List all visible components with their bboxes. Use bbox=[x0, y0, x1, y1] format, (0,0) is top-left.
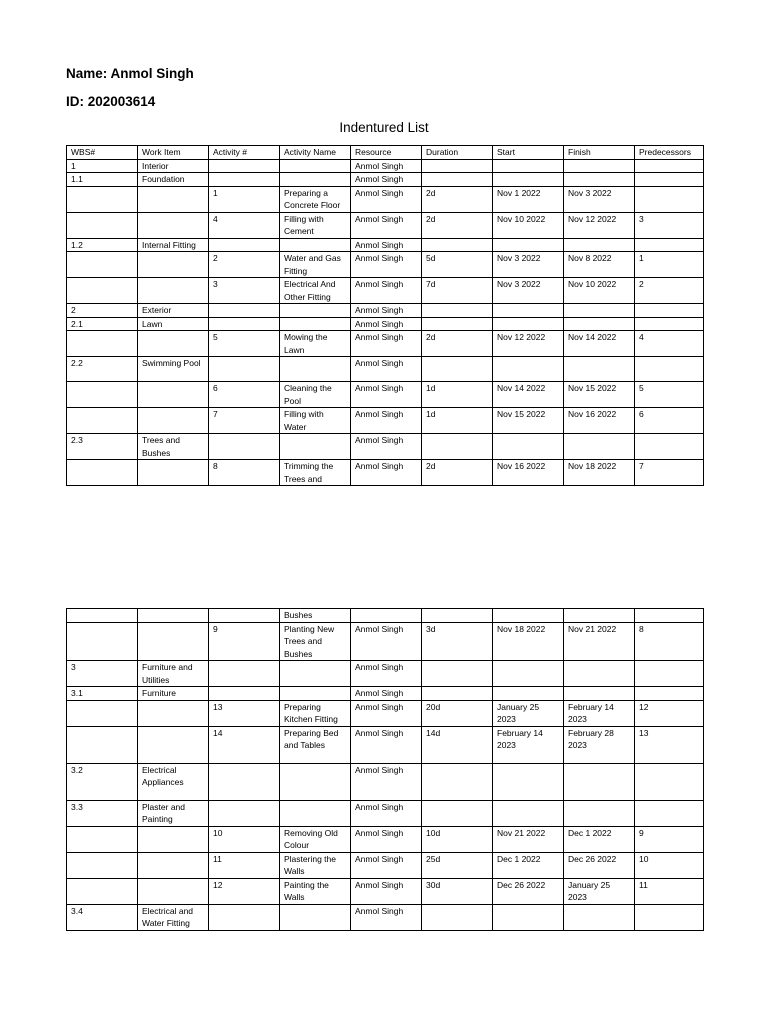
work-item-cell: Electrical Appliances bbox=[138, 763, 209, 800]
activity-number-cell: 6 bbox=[209, 382, 280, 408]
table-row bbox=[67, 304, 704, 318]
start-cell bbox=[493, 173, 564, 187]
finish-cell bbox=[564, 687, 635, 701]
wbs-cell bbox=[67, 252, 138, 278]
duration-cell: 2d bbox=[422, 212, 493, 238]
resource-cell: Anmol Singh bbox=[351, 434, 422, 460]
resource-cell: Anmol Singh bbox=[351, 173, 422, 187]
resource-cell: Anmol Singh bbox=[351, 700, 422, 726]
student-id: ID: 202003614 bbox=[66, 94, 156, 109]
activity-number-cell: 14 bbox=[209, 726, 280, 763]
duration-cell bbox=[422, 763, 493, 800]
predecessors-cell bbox=[635, 304, 704, 318]
duration-cell bbox=[422, 317, 493, 331]
duration-cell bbox=[422, 434, 493, 460]
finish-cell bbox=[564, 763, 635, 800]
work-item-cell: Trees and Bushes bbox=[138, 434, 209, 460]
wbs-cell bbox=[67, 278, 138, 304]
finish-cell: Nov 18 2022 bbox=[564, 460, 635, 486]
start-cell: Nov 16 2022 bbox=[493, 460, 564, 486]
finish-cell: January 25 2023 bbox=[564, 878, 635, 904]
activity-number-cell: 9 bbox=[209, 622, 280, 661]
table-row bbox=[67, 238, 704, 252]
activity-name-cell: Bushes bbox=[280, 609, 351, 623]
activity-name-cell bbox=[280, 238, 351, 252]
finish-cell: Dec 26 2022 bbox=[564, 852, 635, 878]
activity-name-cell: Trimming the Trees and bbox=[280, 460, 351, 486]
duration-cell bbox=[422, 609, 493, 623]
work-item-cell bbox=[138, 186, 209, 212]
finish-cell: Dec 1 2022 bbox=[564, 826, 635, 852]
activity-name-cell: Filling with Cement bbox=[280, 212, 351, 238]
finish-cell: Nov 8 2022 bbox=[564, 252, 635, 278]
predecessors-cell bbox=[635, 159, 704, 173]
finish-cell bbox=[564, 661, 635, 687]
activity-number-cell: 3 bbox=[209, 278, 280, 304]
wbs-cell: 1 bbox=[67, 159, 138, 173]
work-item-cell bbox=[138, 726, 209, 763]
work-item-cell: Swimming Pool bbox=[138, 357, 209, 382]
work-item-cell bbox=[138, 700, 209, 726]
wbs-cell: 2.1 bbox=[67, 317, 138, 331]
wbs-cell: 2.3 bbox=[67, 434, 138, 460]
predecessors-cell: 3 bbox=[635, 212, 704, 238]
work-item-cell: Furniture bbox=[138, 687, 209, 701]
wbs-cell bbox=[67, 622, 138, 661]
duration-cell: 14d bbox=[422, 726, 493, 763]
resource-cell: Anmol Singh bbox=[351, 317, 422, 331]
work-item-cell: Plaster and Painting bbox=[138, 800, 209, 826]
predecessors-cell bbox=[635, 661, 704, 687]
predecessors-cell bbox=[635, 238, 704, 252]
wbs-cell bbox=[67, 609, 138, 623]
column-header-duration: Duration bbox=[422, 146, 493, 160]
activity-number-cell bbox=[209, 763, 280, 800]
start-cell: Nov 21 2022 bbox=[493, 826, 564, 852]
activity-name-cell bbox=[280, 317, 351, 331]
start-cell bbox=[493, 434, 564, 460]
work-item-cell bbox=[138, 878, 209, 904]
table-row bbox=[67, 331, 704, 357]
table-row bbox=[67, 661, 704, 687]
work-item-cell bbox=[138, 331, 209, 357]
table-row bbox=[67, 878, 704, 904]
resource-cell: Anmol Singh bbox=[351, 382, 422, 408]
predecessors-cell bbox=[635, 186, 704, 212]
activity-name-cell bbox=[280, 357, 351, 382]
column-header-activity-number: Activity # bbox=[209, 146, 280, 160]
work-item-cell bbox=[138, 609, 209, 623]
work-item-cell: Interior bbox=[138, 159, 209, 173]
activity-number-cell bbox=[209, 434, 280, 460]
predecessors-cell bbox=[635, 800, 704, 826]
activity-name-cell: Water and Gas Fitting bbox=[280, 252, 351, 278]
activity-name-cell: Preparing Bed and Tables bbox=[280, 726, 351, 763]
wbs-cell bbox=[67, 726, 138, 763]
resource-cell: Anmol Singh bbox=[351, 186, 422, 212]
work-item-cell bbox=[138, 826, 209, 852]
table-row bbox=[67, 357, 704, 382]
resource-cell: Anmol Singh bbox=[351, 661, 422, 687]
work-item-cell: Lawn bbox=[138, 317, 209, 331]
start-cell: Nov 14 2022 bbox=[493, 382, 564, 408]
wbs-cell: 2.2 bbox=[67, 357, 138, 382]
finish-cell bbox=[564, 357, 635, 382]
finish-cell: February 28 2023 bbox=[564, 726, 635, 763]
work-item-cell: Foundation bbox=[138, 173, 209, 187]
table-row bbox=[67, 408, 704, 434]
resource-cell: Anmol Singh bbox=[351, 826, 422, 852]
wbs-cell: 3 bbox=[67, 661, 138, 687]
activity-name-cell: Plastering the Walls bbox=[280, 852, 351, 878]
finish-cell bbox=[564, 173, 635, 187]
resource-cell bbox=[351, 609, 422, 623]
wbs-cell bbox=[67, 331, 138, 357]
table-row bbox=[67, 852, 704, 878]
activity-name-cell bbox=[280, 661, 351, 687]
duration-cell bbox=[422, 304, 493, 318]
activity-number-cell: 13 bbox=[209, 700, 280, 726]
activity-number-cell: 5 bbox=[209, 331, 280, 357]
resource-cell: Anmol Singh bbox=[351, 159, 422, 173]
work-item-cell bbox=[138, 622, 209, 661]
resource-cell: Anmol Singh bbox=[351, 763, 422, 800]
duration-cell bbox=[422, 159, 493, 173]
start-cell: Nov 3 2022 bbox=[493, 252, 564, 278]
table-row bbox=[67, 460, 704, 486]
duration-cell: 7d bbox=[422, 278, 493, 304]
activity-number-cell: 7 bbox=[209, 408, 280, 434]
start-cell: Dec 26 2022 bbox=[493, 878, 564, 904]
resource-cell: Anmol Singh bbox=[351, 331, 422, 357]
table-row bbox=[67, 763, 704, 800]
wbs-cell bbox=[67, 826, 138, 852]
student-name: Name: Anmol Singh bbox=[66, 66, 194, 81]
start-cell bbox=[493, 317, 564, 331]
duration-cell: 20d bbox=[422, 700, 493, 726]
activity-number-cell: 11 bbox=[209, 852, 280, 878]
predecessors-cell: 1 bbox=[635, 252, 704, 278]
activity-name-cell: Electrical And Other Fitting bbox=[280, 278, 351, 304]
finish-cell: Nov 12 2022 bbox=[564, 212, 635, 238]
finish-cell bbox=[564, 317, 635, 331]
duration-cell bbox=[422, 800, 493, 826]
activity-number-cell bbox=[209, 304, 280, 318]
predecessors-cell: 13 bbox=[635, 726, 704, 763]
table-row bbox=[67, 826, 704, 852]
table-row bbox=[67, 382, 704, 408]
start-cell bbox=[493, 238, 564, 252]
start-cell bbox=[493, 763, 564, 800]
work-item-cell bbox=[138, 460, 209, 486]
work-item-cell: Exterior bbox=[138, 304, 209, 318]
start-cell: February 14 2023 bbox=[493, 726, 564, 763]
finish-cell: Nov 16 2022 bbox=[564, 408, 635, 434]
column-header-start: Start bbox=[493, 146, 564, 160]
duration-cell: 2d bbox=[422, 460, 493, 486]
table-row bbox=[67, 622, 704, 661]
duration-cell: 30d bbox=[422, 878, 493, 904]
wbs-cell: 3.1 bbox=[67, 687, 138, 701]
resource-cell: Anmol Singh bbox=[351, 252, 422, 278]
activity-name-cell bbox=[280, 304, 351, 318]
resource-cell: Anmol Singh bbox=[351, 304, 422, 318]
activity-name-cell bbox=[280, 904, 351, 930]
activity-number-cell: 2 bbox=[209, 252, 280, 278]
table-row bbox=[67, 434, 704, 460]
duration-cell: 5d bbox=[422, 252, 493, 278]
resource-cell: Anmol Singh bbox=[351, 800, 422, 826]
table-row bbox=[67, 317, 704, 331]
resource-cell: Anmol Singh bbox=[351, 460, 422, 486]
activity-number-cell bbox=[209, 609, 280, 623]
predecessors-cell bbox=[635, 609, 704, 623]
wbs-cell bbox=[67, 382, 138, 408]
wbs-table-page1 bbox=[66, 145, 704, 486]
wbs-cell bbox=[67, 700, 138, 726]
start-cell bbox=[493, 661, 564, 687]
wbs-table-page2 bbox=[66, 608, 704, 931]
duration-cell: 25d bbox=[422, 852, 493, 878]
activity-number-cell: 4 bbox=[209, 212, 280, 238]
table-row bbox=[67, 609, 704, 623]
finish-cell: Nov 14 2022 bbox=[564, 331, 635, 357]
activity-name-cell bbox=[280, 434, 351, 460]
predecessors-cell: 8 bbox=[635, 622, 704, 661]
start-cell bbox=[493, 904, 564, 930]
work-item-cell: Internal Fitting bbox=[138, 238, 209, 252]
table-row bbox=[67, 212, 704, 238]
finish-cell bbox=[564, 434, 635, 460]
resource-cell: Anmol Singh bbox=[351, 878, 422, 904]
start-cell: Nov 18 2022 bbox=[493, 622, 564, 661]
duration-cell: 1d bbox=[422, 408, 493, 434]
predecessors-cell bbox=[635, 763, 704, 800]
predecessors-cell bbox=[635, 687, 704, 701]
table-header-row bbox=[67, 146, 704, 160]
start-cell: Dec 1 2022 bbox=[493, 852, 564, 878]
activity-number-cell: 8 bbox=[209, 460, 280, 486]
table-row bbox=[67, 687, 704, 701]
predecessors-cell: 4 bbox=[635, 331, 704, 357]
predecessors-cell bbox=[635, 317, 704, 331]
activity-number-cell bbox=[209, 238, 280, 252]
finish-cell bbox=[564, 800, 635, 826]
predecessors-cell bbox=[635, 434, 704, 460]
activity-number-cell bbox=[209, 159, 280, 173]
table-body-page2 bbox=[67, 609, 704, 931]
resource-cell: Anmol Singh bbox=[351, 687, 422, 701]
start-cell bbox=[493, 357, 564, 382]
activity-name-cell: Cleaning the Pool bbox=[280, 382, 351, 408]
predecessors-cell: 10 bbox=[635, 852, 704, 878]
activity-number-cell bbox=[209, 800, 280, 826]
activity-number-cell: 1 bbox=[209, 186, 280, 212]
duration-cell: 2d bbox=[422, 331, 493, 357]
finish-cell: Nov 10 2022 bbox=[564, 278, 635, 304]
activity-number-cell bbox=[209, 687, 280, 701]
activity-name-cell: Filling with Water bbox=[280, 408, 351, 434]
activity-name-cell bbox=[280, 763, 351, 800]
start-cell bbox=[493, 800, 564, 826]
wbs-cell bbox=[67, 852, 138, 878]
start-cell: Nov 12 2022 bbox=[493, 331, 564, 357]
work-item-cell bbox=[138, 212, 209, 238]
table-row bbox=[67, 726, 704, 763]
activity-name-cell: Preparing a Concrete Floor bbox=[280, 186, 351, 212]
start-cell bbox=[493, 304, 564, 318]
predecessors-cell: 11 bbox=[635, 878, 704, 904]
start-cell bbox=[493, 609, 564, 623]
table-row bbox=[67, 278, 704, 304]
start-cell: January 25 2023 bbox=[493, 700, 564, 726]
start-cell: Nov 15 2022 bbox=[493, 408, 564, 434]
column-header-work-item: Work Item bbox=[138, 146, 209, 160]
table-row bbox=[67, 700, 704, 726]
duration-cell: 10d bbox=[422, 826, 493, 852]
duration-cell: 1d bbox=[422, 382, 493, 408]
work-item-cell bbox=[138, 408, 209, 434]
column-header-predecessors: Predecessors bbox=[635, 146, 704, 160]
column-header-activity-name: Activity Name bbox=[280, 146, 351, 160]
duration-cell bbox=[422, 904, 493, 930]
work-item-cell bbox=[138, 278, 209, 304]
column-header-finish: Finish bbox=[564, 146, 635, 160]
activity-number-cell bbox=[209, 661, 280, 687]
finish-cell bbox=[564, 159, 635, 173]
activity-number-cell bbox=[209, 317, 280, 331]
finish-cell bbox=[564, 238, 635, 252]
activity-number-cell: 12 bbox=[209, 878, 280, 904]
start-cell: Nov 10 2022 bbox=[493, 212, 564, 238]
duration-cell bbox=[422, 661, 493, 687]
table-row bbox=[67, 252, 704, 278]
predecessors-cell: 12 bbox=[635, 700, 704, 726]
wbs-cell: 2 bbox=[67, 304, 138, 318]
wbs-cell bbox=[67, 212, 138, 238]
finish-cell: Nov 21 2022 bbox=[564, 622, 635, 661]
work-item-cell bbox=[138, 382, 209, 408]
table-body-page1 bbox=[67, 159, 704, 486]
activity-name-cell: Painting the Walls bbox=[280, 878, 351, 904]
table-row bbox=[67, 800, 704, 826]
duration-cell bbox=[422, 357, 493, 382]
duration-cell: 2d bbox=[422, 186, 493, 212]
start-cell bbox=[493, 687, 564, 701]
activity-name-cell bbox=[280, 173, 351, 187]
wbs-cell: 3.3 bbox=[67, 800, 138, 826]
predecessors-cell bbox=[635, 357, 704, 382]
column-header-resource: Resource bbox=[351, 146, 422, 160]
wbs-cell: 1.1 bbox=[67, 173, 138, 187]
resource-cell: Anmol Singh bbox=[351, 238, 422, 252]
activity-name-cell: Removing Old Colour bbox=[280, 826, 351, 852]
activity-number-cell bbox=[209, 173, 280, 187]
activity-name-cell bbox=[280, 800, 351, 826]
resource-cell: Anmol Singh bbox=[351, 852, 422, 878]
predecessors-cell bbox=[635, 904, 704, 930]
finish-cell bbox=[564, 304, 635, 318]
finish-cell: Nov 3 2022 bbox=[564, 186, 635, 212]
finish-cell: Nov 15 2022 bbox=[564, 382, 635, 408]
work-item-cell bbox=[138, 852, 209, 878]
wbs-cell: 3.4 bbox=[67, 904, 138, 930]
wbs-cell bbox=[67, 186, 138, 212]
predecessors-cell: 7 bbox=[635, 460, 704, 486]
predecessors-cell: 9 bbox=[635, 826, 704, 852]
table-row bbox=[67, 904, 704, 930]
start-cell bbox=[493, 159, 564, 173]
resource-cell: Anmol Singh bbox=[351, 622, 422, 661]
duration-cell bbox=[422, 687, 493, 701]
finish-cell: February 14 2023 bbox=[564, 700, 635, 726]
table-row bbox=[67, 173, 704, 187]
wbs-cell bbox=[67, 878, 138, 904]
activity-name-cell: Mowing the Lawn bbox=[280, 331, 351, 357]
table-row bbox=[67, 159, 704, 173]
finish-cell bbox=[564, 904, 635, 930]
activity-number-cell bbox=[209, 357, 280, 382]
duration-cell bbox=[422, 173, 493, 187]
wbs-cell bbox=[67, 408, 138, 434]
resource-cell: Anmol Singh bbox=[351, 408, 422, 434]
activity-name-cell: Planting New Trees and Bushes bbox=[280, 622, 351, 661]
activity-number-cell: 10 bbox=[209, 826, 280, 852]
wbs-cell: 3.2 bbox=[67, 763, 138, 800]
start-cell: Nov 1 2022 bbox=[493, 186, 564, 212]
activity-name-cell bbox=[280, 687, 351, 701]
duration-cell bbox=[422, 238, 493, 252]
work-item-cell: Electrical and Water Fitting bbox=[138, 904, 209, 930]
finish-cell bbox=[564, 609, 635, 623]
resource-cell: Anmol Singh bbox=[351, 212, 422, 238]
predecessors-cell: 2 bbox=[635, 278, 704, 304]
column-header-wbs: WBS# bbox=[67, 146, 138, 160]
predecessors-cell bbox=[635, 173, 704, 187]
page-title: Indentured List bbox=[339, 120, 429, 135]
activity-name-cell bbox=[280, 159, 351, 173]
wbs-cell bbox=[67, 460, 138, 486]
work-item-cell bbox=[138, 252, 209, 278]
activity-name-cell: Preparing Kitchen Fitting bbox=[280, 700, 351, 726]
resource-cell: Anmol Singh bbox=[351, 726, 422, 763]
predecessors-cell: 6 bbox=[635, 408, 704, 434]
table-row bbox=[67, 186, 704, 212]
duration-cell: 3d bbox=[422, 622, 493, 661]
resource-cell: Anmol Singh bbox=[351, 904, 422, 930]
resource-cell: Anmol Singh bbox=[351, 357, 422, 382]
resource-cell: Anmol Singh bbox=[351, 278, 422, 304]
wbs-cell: 1.2 bbox=[67, 238, 138, 252]
activity-number-cell bbox=[209, 904, 280, 930]
predecessors-cell: 5 bbox=[635, 382, 704, 408]
work-item-cell: Furniture and Utilities bbox=[138, 661, 209, 687]
start-cell: Nov 3 2022 bbox=[493, 278, 564, 304]
